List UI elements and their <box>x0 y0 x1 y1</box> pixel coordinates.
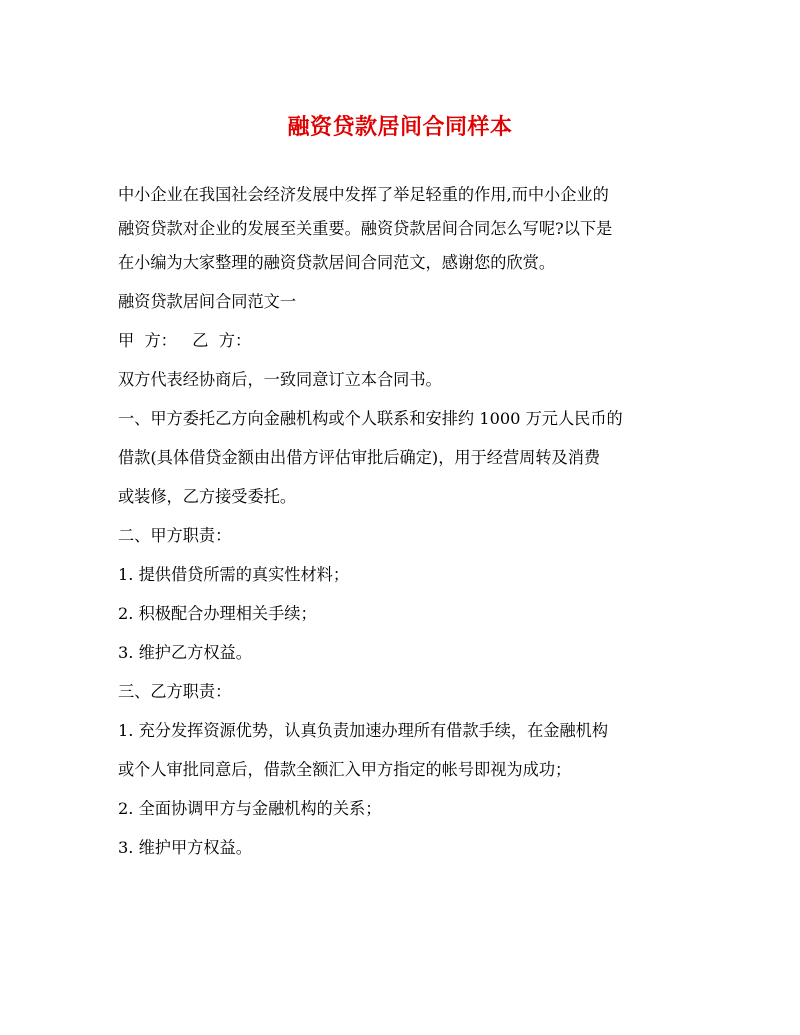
list-item: 2. 积极配合办理相关手续； <box>118 604 317 623</box>
section-heading: 二、甲方职责： <box>118 526 232 545</box>
paragraph-line: 中小企业在我国社会经济发展中发挥了举足轻重的作用,而中小企业的 <box>118 185 609 204</box>
paragraph-line: 借款(具体借贷金额由出借方评估审批后确定)，用于经营周转及消费 <box>118 448 601 467</box>
document-body <box>118 178 682 865</box>
list-item: 1. 充分发挥资源优势，认真负责加速办理所有借款手续，在金融机构 <box>118 721 609 740</box>
paragraph-line: 在小编为大家整理的融资贷款居间合同范文，感谢您的欣赏。 <box>118 253 556 272</box>
section-heading: 融资贷款居间合同范文一 <box>118 292 297 311</box>
parties-line: 甲 方： 乙 方： <box>118 331 252 350</box>
list-item: 3. 维护甲方权益。 <box>118 838 252 857</box>
document-title: 融资贷款居间合同样本 <box>287 114 513 140</box>
paragraph-line: 一、甲方委托乙方向金融机构或个人联系和安排约 1000 万元人民币的 <box>118 409 623 428</box>
list-item: 2. 全面协调甲方与金融机构的关系； <box>118 799 382 818</box>
paragraph-line: 双方代表经协商后，一致同意订立本合同书。 <box>118 370 442 389</box>
paragraph-line: 融资贷款对企业的发展至关重要。融资贷款居间合同怎么写呢?以下是 <box>118 219 613 238</box>
list-item: 1. 提供借贷所需的真实性材料； <box>118 565 350 584</box>
paragraph-line: 或装修，乙方接受委托。 <box>118 487 297 506</box>
section-heading: 三、乙方职责： <box>118 682 232 701</box>
list-item: 或个人审批同意后，借款全额汇入甲方指定的帐号即视为成功； <box>118 760 572 779</box>
list-item: 3. 维护乙方权益。 <box>118 643 252 662</box>
